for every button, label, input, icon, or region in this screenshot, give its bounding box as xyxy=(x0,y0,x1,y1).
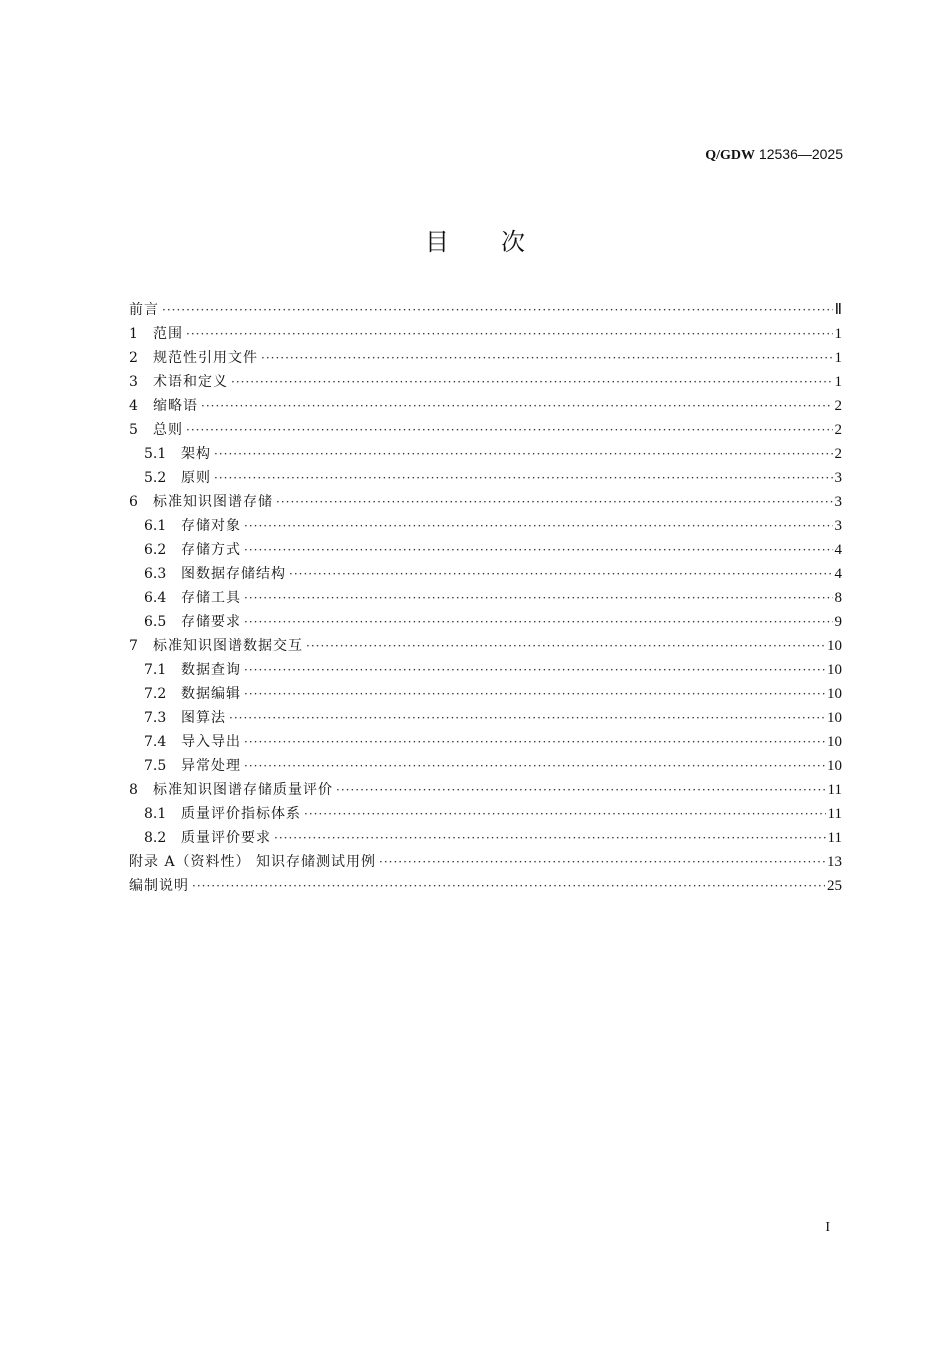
toc-entry-page: 3 xyxy=(834,470,842,486)
toc-entry[interactable] xyxy=(129,346,842,370)
toc-entry-number: 8.1 xyxy=(144,806,167,822)
toc-entry[interactable] xyxy=(129,706,842,730)
toc-entry-number: 4 xyxy=(129,398,138,414)
toc-entry-label: 编制说明 xyxy=(129,878,189,894)
toc-leader-dots xyxy=(214,466,833,490)
toc-entry-number: 8 xyxy=(129,782,138,798)
toc-leader-dots xyxy=(186,322,833,346)
toc-entry-number: 6.1 xyxy=(144,518,167,534)
toc-leader-dots xyxy=(306,634,825,658)
toc-entry[interactable] xyxy=(129,874,842,898)
toc-leader-dots xyxy=(336,778,826,802)
toc-entry-number: 7.5 xyxy=(144,758,167,774)
toc-entry-label: 原则 xyxy=(181,470,211,486)
toc-entry[interactable] xyxy=(129,442,842,466)
toc-entry-number: 7 xyxy=(129,638,138,654)
toc-entry[interactable] xyxy=(129,586,842,610)
toc-leader-dots xyxy=(304,802,826,826)
toc-entry[interactable] xyxy=(129,850,842,874)
toc-entry[interactable] xyxy=(129,562,842,586)
toc-leader-dots xyxy=(244,754,825,778)
toc-entry[interactable] xyxy=(129,658,842,682)
toc-entry-number: 7.3 xyxy=(144,710,167,726)
toc-entry-page: 3 xyxy=(834,494,842,510)
toc-entry-label: 质量评价指标体系 xyxy=(181,806,301,822)
toc-entry-label: 异常处理 xyxy=(181,758,241,774)
toc-entry[interactable] xyxy=(129,634,842,658)
toc-entry-label: 数据查询 xyxy=(181,662,241,678)
toc-leader-dots xyxy=(192,874,825,898)
toc-entry-page: 11 xyxy=(827,806,842,822)
toc-leader-dots xyxy=(276,490,833,514)
toc-entry-label: 质量评价要求 xyxy=(181,830,271,846)
toc-leader-dots xyxy=(244,730,825,754)
toc-entry[interactable] xyxy=(129,730,842,754)
toc-leader-dots xyxy=(162,298,833,322)
toc-entry-page: 10 xyxy=(827,686,842,702)
page-number: I xyxy=(825,1220,830,1235)
toc-entry[interactable] xyxy=(129,370,842,394)
toc-leader-dots xyxy=(214,442,833,466)
toc-leader-dots xyxy=(229,706,825,730)
document-code-prefix: Q/GDW xyxy=(705,148,756,163)
toc-leader-dots xyxy=(244,538,833,562)
toc-leader-dots xyxy=(244,586,833,610)
toc-entry-page: 2 xyxy=(834,422,842,438)
toc-entry[interactable] xyxy=(129,298,842,322)
toc-entry-number: 2 xyxy=(129,350,138,366)
toc-entry-label: 图算法 xyxy=(181,710,226,726)
toc-entry-label: 标准知识图谱数据交互 xyxy=(153,638,303,654)
toc-entry-number: 7.2 xyxy=(144,686,167,702)
toc-entry-page: 4 xyxy=(834,542,842,558)
toc-entry-page: 1 xyxy=(834,326,842,342)
toc-entry[interactable] xyxy=(129,490,842,514)
toc-entry-page: 8 xyxy=(834,590,842,606)
toc-entry[interactable] xyxy=(129,466,842,490)
toc-entry[interactable] xyxy=(129,682,842,706)
toc-leader-dots xyxy=(201,394,833,418)
toc-entry-label: 导入导出 xyxy=(181,734,241,750)
toc-entry-label: 存储对象 xyxy=(181,518,241,534)
toc-entry[interactable] xyxy=(129,802,842,826)
toc-entry-page: Ⅱ xyxy=(834,302,842,318)
toc-entry-number: 6.4 xyxy=(144,590,167,606)
page-title: 目次 xyxy=(425,228,577,256)
toc-entry-page: 11 xyxy=(827,782,842,798)
toc-entry-label: 附录 A（资料性） 知识存储测试用例 xyxy=(129,854,377,870)
toc-entry-number: 7.1 xyxy=(144,662,167,678)
toc-entry[interactable] xyxy=(129,778,842,802)
toc-leader-dots xyxy=(261,346,833,370)
toc-entry-number: 1 xyxy=(129,326,138,342)
toc-entry-label: 数据编辑 xyxy=(181,686,241,702)
toc-entry-page: 10 xyxy=(827,662,842,678)
toc-leader-dots xyxy=(231,370,833,394)
toc-entry-page: 2 xyxy=(834,398,842,414)
toc-entry-number: 6 xyxy=(129,494,138,510)
toc-entry-number: 6.3 xyxy=(144,566,167,582)
toc-entry-label: 标准知识图谱存储 xyxy=(153,494,273,510)
toc-entry[interactable] xyxy=(129,322,842,346)
toc-entry-number: 5.2 xyxy=(144,470,167,486)
toc-entry-label: 总则 xyxy=(153,422,183,438)
toc-entry-number: 6.2 xyxy=(144,542,167,558)
toc-entry[interactable] xyxy=(129,826,842,850)
toc-entry-page: 10 xyxy=(827,710,842,726)
toc-entry-number: 8.2 xyxy=(144,830,167,846)
toc-entry-page: 10 xyxy=(827,734,842,750)
toc-entry[interactable] xyxy=(129,610,842,634)
toc-entry-label: 标准知识图谱存储质量评价 xyxy=(153,782,333,798)
toc-leader-dots xyxy=(244,658,825,682)
toc-entry-label: 存储工具 xyxy=(181,590,241,606)
toc-leader-dots xyxy=(244,682,825,706)
toc-entry-page: 4 xyxy=(834,566,842,582)
document-code xyxy=(705,146,843,164)
toc-entry[interactable] xyxy=(129,514,842,538)
toc-entry[interactable] xyxy=(129,754,842,778)
toc-leader-dots xyxy=(244,514,833,538)
toc-leader-dots xyxy=(274,826,826,850)
toc-entry[interactable] xyxy=(129,394,842,418)
toc-entry[interactable] xyxy=(129,418,842,442)
toc-entry-page: 11 xyxy=(827,830,842,846)
toc-leader-dots xyxy=(186,418,833,442)
toc-leader-dots xyxy=(244,610,833,634)
document-code-number: 12536—2025 xyxy=(758,146,843,162)
toc-entry-page: 9 xyxy=(834,614,842,630)
toc-entry-number: 5 xyxy=(129,422,138,438)
toc-entry-page: 1 xyxy=(834,374,842,390)
table-of-contents xyxy=(129,298,842,898)
toc-entry-label: 缩略语 xyxy=(153,398,198,414)
toc-entry-label: 前言 xyxy=(129,302,159,318)
toc-leader-dots xyxy=(379,850,825,874)
toc-entry-number: 3 xyxy=(129,374,138,390)
toc-entry-label: 范围 xyxy=(153,326,183,342)
toc-entry-page: 13 xyxy=(827,854,842,870)
toc-entry-number: 6.5 xyxy=(144,614,167,630)
toc-entry-page: 1 xyxy=(834,350,842,366)
toc-entry-number: 7.4 xyxy=(144,734,167,750)
toc-entry-label: 术语和定义 xyxy=(153,374,228,390)
toc-entry-page: 10 xyxy=(827,758,842,774)
toc-entry[interactable] xyxy=(129,538,842,562)
toc-entry-label: 图数据存储结构 xyxy=(181,566,286,582)
toc-entry-page: 25 xyxy=(827,878,842,894)
toc-entry-label: 架构 xyxy=(181,446,211,462)
toc-entry-page: 10 xyxy=(827,638,842,654)
toc-entry-number: 5.1 xyxy=(144,446,167,462)
toc-entry-page: 2 xyxy=(834,446,842,462)
toc-entry-label: 存储方式 xyxy=(181,542,241,558)
toc-entry-page: 3 xyxy=(834,518,842,534)
toc-entry-label: 规范性引用文件 xyxy=(153,350,258,366)
toc-leader-dots xyxy=(289,562,833,586)
toc-entry-label: 存储要求 xyxy=(181,614,241,630)
